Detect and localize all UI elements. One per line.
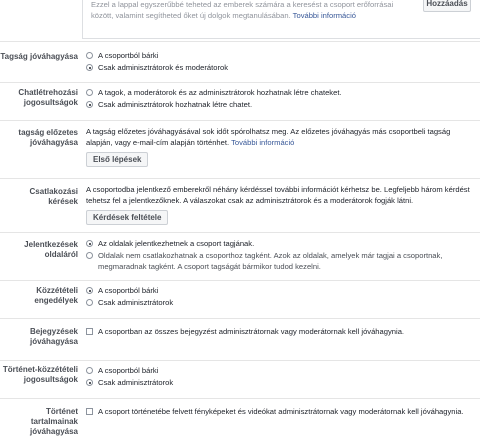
- learn-more-link[interactable]: További információ: [231, 137, 295, 147]
- checkbox[interactable]: [86, 408, 93, 415]
- setting-description: A csoportodba jelentkező emberekről néhány kérdéssel további információt kérhetsz be. Legfeljebb három kérdést tehetsz fel a jelentkezőknek. A válaszokat csak az adminisztrátorok és a moderátorok fogják látni.: [86, 185, 470, 205]
- radio-button-selected[interactable]: [86, 287, 93, 294]
- radio-option[interactable]: A csoportból bárki: [86, 366, 474, 377]
- setting-label: Történet-közzétételi jogosultságok: [2, 365, 78, 384]
- radio-button[interactable]: [86, 367, 93, 374]
- setting-story-posting: [0, 360, 480, 398]
- setting-label: Jelentkezések oldaláról: [24, 240, 78, 259]
- setting-join-requests: [0, 178, 480, 232]
- radio-button[interactable]: [86, 52, 93, 59]
- checkbox-option[interactable]: A csoportban az összes bejegyzést adminisztrátornak vagy moderátornak kell jóváhagynia.: [86, 327, 474, 338]
- radio-option[interactable]: Csak adminisztrátorok: [86, 378, 474, 389]
- setting-label: Bejegyzések jóváhagyása: [29, 327, 78, 346]
- add-questions-button[interactable]: Kérdések feltétele: [86, 210, 168, 225]
- radio-option[interactable]: A csoportból bárki: [86, 51, 474, 62]
- top-card-row: [0, 0, 480, 40]
- radio-option[interactable]: Csak adminisztrátorok és moderátorok: [86, 63, 474, 74]
- setting-pre-approval: [0, 120, 480, 178]
- radio-button-selected[interactable]: [86, 64, 93, 71]
- suggestion-card-description: Ezzel a lappal egyszerűbbé teheted az emberek számára a keresést a csoport erőforrásai között, valamint segítheted őket új dolgok megtanulásában. További információ: [91, 0, 394, 20]
- setting-chat-creation: [0, 82, 480, 120]
- radio-button-selected[interactable]: [86, 240, 93, 247]
- checkbox[interactable]: [86, 328, 93, 335]
- setting-membership-approval: [0, 41, 480, 82]
- setting-label: Tagság jóváhagyása: [0, 52, 78, 61]
- suggestion-card: [82, 0, 480, 39]
- setting-label: Közzétételi engedélyek: [34, 286, 78, 305]
- radio-button[interactable]: [86, 89, 93, 96]
- setting-label: Történet tartalmainak jóváhagyása: [29, 407, 78, 436]
- radio-option[interactable]: Csak adminisztrátorok: [86, 298, 474, 309]
- setting-label: tagság előzetes jóváhagyása: [18, 128, 78, 147]
- radio-option[interactable]: Az oldalak jelentkezhetnek a csoport tagjának.: [86, 239, 474, 250]
- radio-option[interactable]: Csak adminisztrátorok hozhatnak létre chatet.: [86, 100, 474, 111]
- setting-label: Chatlétrehozási jogosultságok: [18, 88, 78, 107]
- setting-posting-permissions: [0, 280, 480, 318]
- radio-button[interactable]: [86, 252, 93, 259]
- setting-story-approval: [0, 398, 480, 440]
- setting-label: Csatlakozási kérések: [29, 187, 78, 206]
- radio-button[interactable]: [86, 299, 93, 306]
- setting-post-approval: [0, 318, 480, 360]
- setting-description: A tagság előzetes jóváhagyásával sok időt spórolhatsz meg. Az előzetes jóváhagyás más csoportbeli tagság alapján, vagy e-mail-cím alapján történhet. További információ: [86, 127, 451, 147]
- add-button[interactable]: Hozzáadás: [423, 0, 471, 12]
- radio-button-selected[interactable]: [86, 101, 93, 108]
- get-started-button[interactable]: Első lépések: [86, 152, 148, 167]
- radio-option[interactable]: A csoportból bárki: [86, 286, 474, 297]
- checkbox-option[interactable]: A csoport történetébe felvett fényképeket és videókat adminisztrátornak vagy moderátornak kell jóváhagynia.: [86, 407, 474, 418]
- radio-button-selected[interactable]: [86, 379, 93, 386]
- radio-option[interactable]: A tagok, a moderátorok és az adminisztrátorok hozhatnak létre chateket.: [86, 88, 474, 99]
- setting-page-applications: [0, 232, 480, 280]
- learn-more-link[interactable]: További információ: [292, 10, 356, 20]
- radio-option[interactable]: Oldalak nem csatlakozhatnak a csoporthoz tagként. Azok az oldalak, amelyek már tagjai a csoportnak, megmaradnak tagként. A csoport tagságát bármikor tudod kezelni.: [86, 251, 474, 272]
